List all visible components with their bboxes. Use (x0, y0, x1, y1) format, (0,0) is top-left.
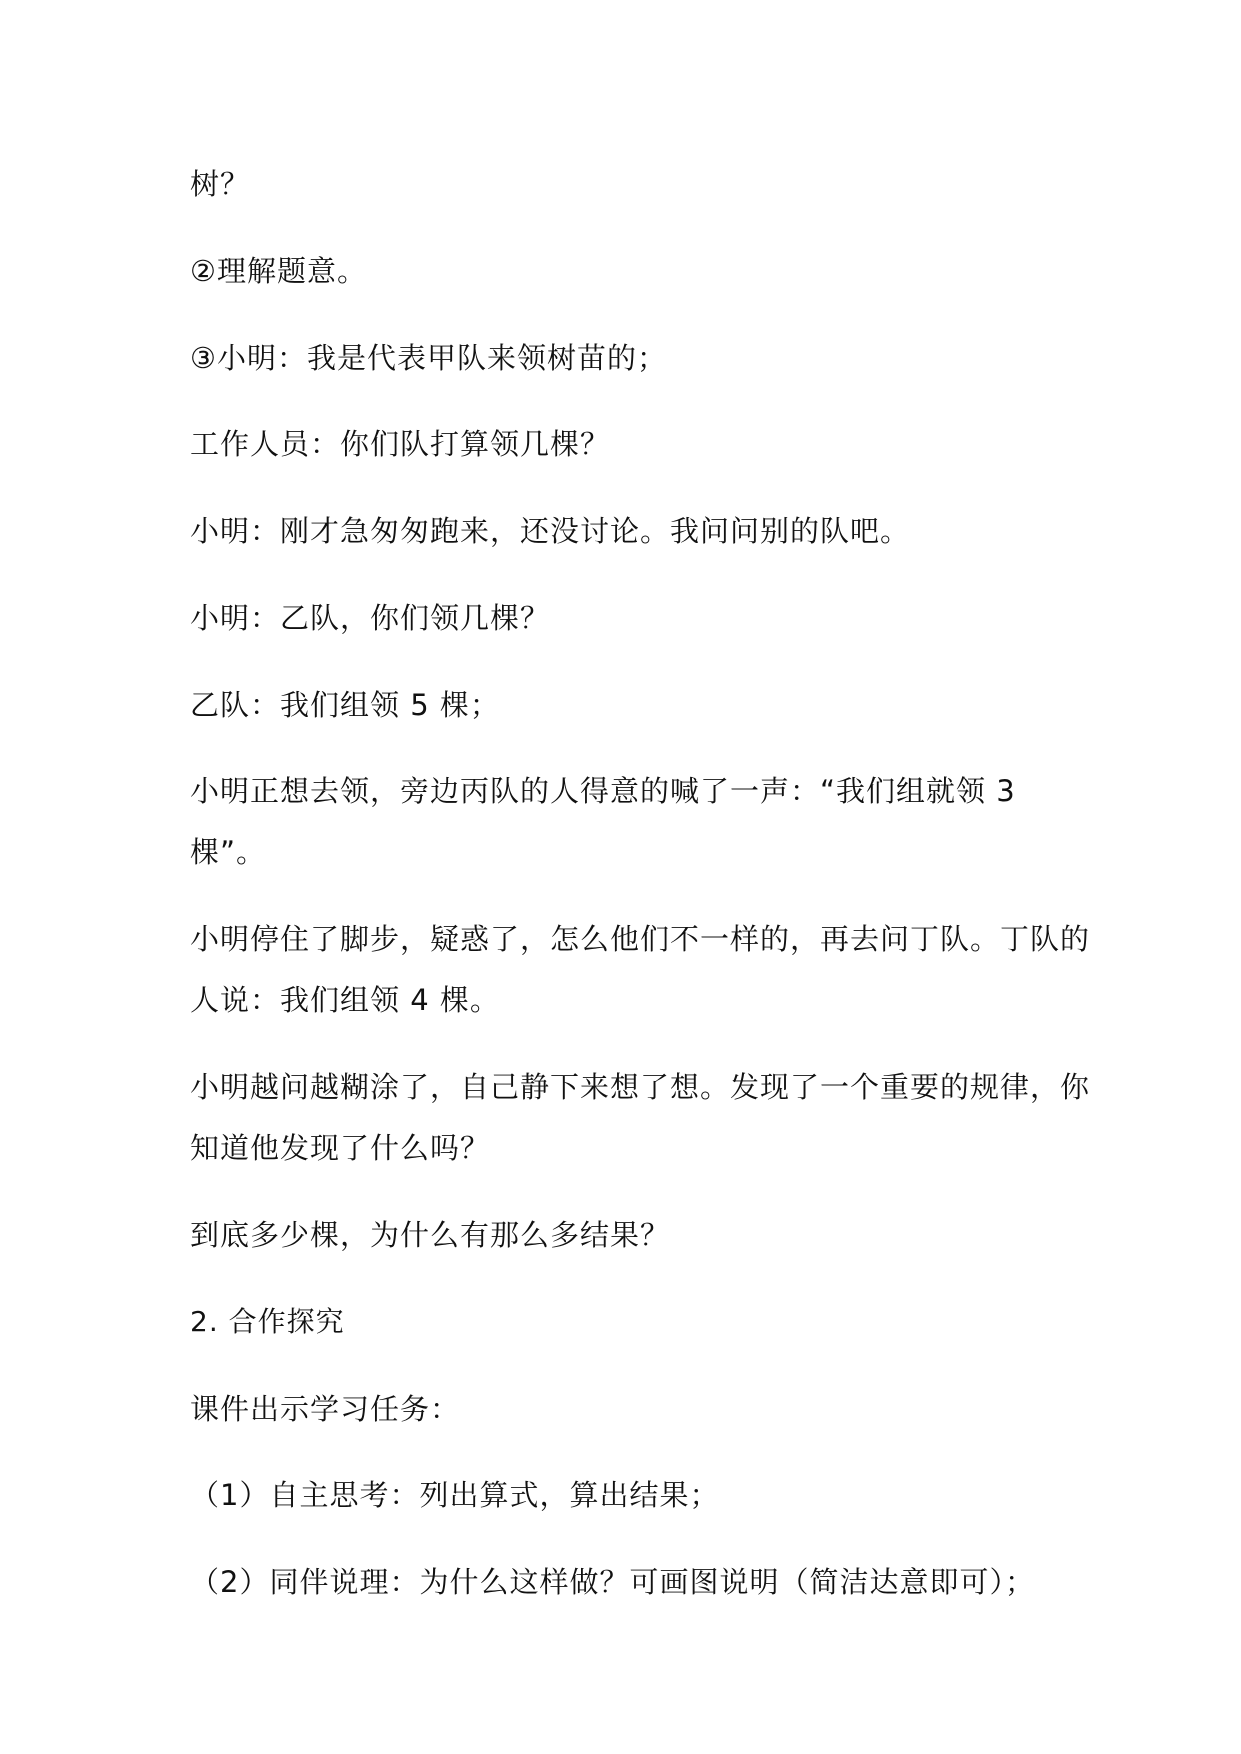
text-line: ③小明：我是代表甲队来领树苗的； (190, 341, 667, 375)
text-line: 工作人员：你们队打算领几棵？ (190, 427, 611, 461)
text-line: 乙队：我们组领 5 棵； (190, 688, 500, 722)
task-item: （1）自主思考：列出算式，算出结果； (190, 1478, 720, 1512)
text-line: ②理解题意。 (190, 254, 367, 288)
section-heading: 2. 合作探究 (190, 1305, 345, 1338)
text-line: 人说：我们组领 4 棵。 (190, 983, 500, 1017)
text-line: 到底多少棵，为什么有那么多结果？ (190, 1218, 671, 1252)
text-line: 知道他发现了什么吗？ (190, 1131, 491, 1165)
text-line: 树？ (190, 167, 251, 201)
text-line: 课件出示学习任务： (190, 1392, 461, 1426)
text-line: 小明正想去领，旁边丙队的人得意的喊了一声：“我们组就领 3 (190, 774, 1016, 808)
task-item: （2）同伴说理：为什么这样做？可画图说明（简洁达意即可）； (190, 1565, 1035, 1599)
text-line: 小明：乙队，你们领几棵？ (190, 601, 551, 635)
text-line: 小明：刚才急匆匆跑来，还没讨论。我问问别的队吧。 (190, 514, 911, 548)
text-line: 小明越问越糊涂了，自己静下来想了想。发现了一个重要的规律，你 (190, 1070, 1091, 1104)
text-line: 棵”。 (190, 835, 267, 869)
text-line: 小明停住了脚步，疑惑了，怎么他们不一样的，再去问丁队。丁队的 (190, 922, 1091, 956)
